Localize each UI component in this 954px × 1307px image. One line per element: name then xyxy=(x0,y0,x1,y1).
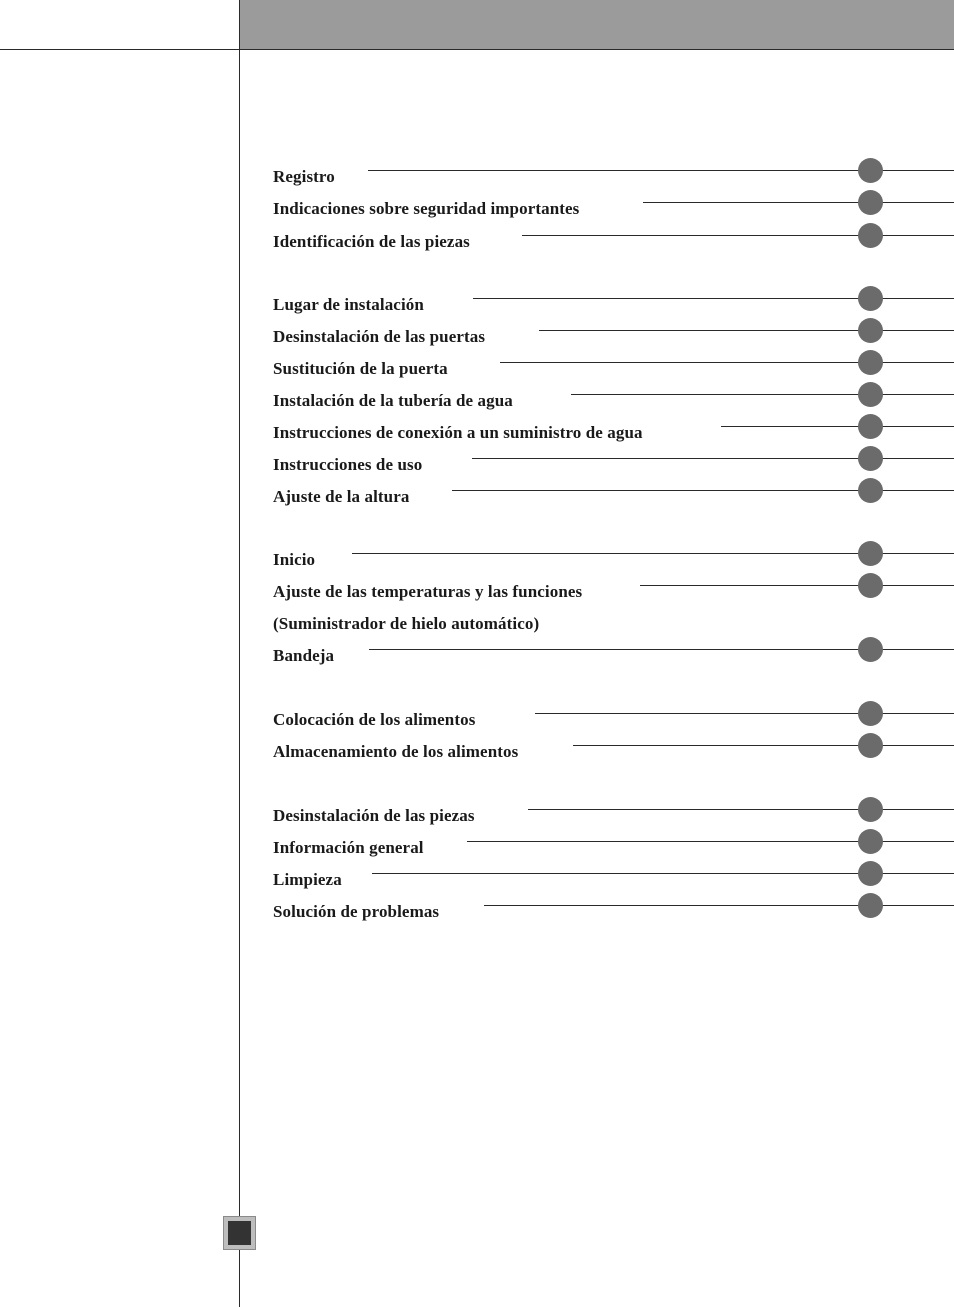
page-dot xyxy=(858,573,883,598)
toc-entry[interactable] xyxy=(273,391,954,419)
toc-entry-label: Inicio xyxy=(273,550,316,569)
leader-line xyxy=(571,394,954,395)
toc-entry-label: Ajuste de las temperaturas y las funciones xyxy=(273,582,583,601)
toc-entry-label: Información general xyxy=(273,838,424,857)
toc-entry-label: Limpieza xyxy=(273,870,342,889)
toc-entry[interactable] xyxy=(273,550,954,578)
page-dot xyxy=(858,414,883,439)
leader-line xyxy=(484,905,954,906)
page-dot xyxy=(858,382,883,407)
toc-entry[interactable] xyxy=(273,167,954,195)
toc-entry[interactable] xyxy=(273,232,954,260)
toc-entry-label: Ajuste de la altura xyxy=(273,487,410,506)
toc-entry-label: (Suministrador de hielo automático) xyxy=(273,614,540,633)
leader-line xyxy=(522,235,954,236)
page-dot xyxy=(858,733,883,758)
toc-entry-label: Desinstalación de las piezas xyxy=(273,806,475,825)
leader-line xyxy=(573,745,954,746)
toc-entry[interactable] xyxy=(273,582,954,610)
toc-entry-label: Desinstalación de las puertas xyxy=(273,327,486,346)
toc-entry-label: Lugar de instalación xyxy=(273,295,424,314)
toc-entry[interactable] xyxy=(273,902,954,930)
toc-entry-label: Instalación de la tubería de agua xyxy=(273,391,513,410)
page-marker-icon xyxy=(223,1216,256,1250)
page-dot xyxy=(858,797,883,822)
page-dot xyxy=(858,318,883,343)
toc-entry[interactable] xyxy=(273,646,954,674)
leader-line xyxy=(500,362,954,363)
leader-line xyxy=(539,330,954,331)
toc-entry-label: Almacenamiento de los alimentos xyxy=(273,742,519,761)
page-dot xyxy=(858,350,883,375)
leader-line xyxy=(535,713,954,714)
toc-entry-label: Solución de problemas xyxy=(273,902,440,921)
leader-line xyxy=(643,202,954,203)
toc-entry[interactable] xyxy=(273,359,954,387)
toc-entry[interactable] xyxy=(273,295,954,323)
header-rule xyxy=(0,49,954,50)
toc-entry[interactable] xyxy=(273,742,954,770)
toc-entry[interactable] xyxy=(273,487,954,515)
toc-entry[interactable] xyxy=(273,455,954,483)
leader-line xyxy=(721,426,954,427)
toc-entry-label: Instrucciones de conexión a un suministro de agua xyxy=(273,423,643,442)
toc-entry[interactable] xyxy=(273,423,954,451)
toc-entry-label: Instrucciones de uso xyxy=(273,455,423,474)
toc-entry-label: Registro xyxy=(273,167,335,186)
page-dot xyxy=(858,637,883,662)
page-dot xyxy=(858,701,883,726)
page-dot xyxy=(858,158,883,183)
page-dot xyxy=(858,286,883,311)
toc-entry-label: Identificación de las piezas xyxy=(273,232,470,251)
page-marker-square xyxy=(228,1221,251,1245)
leader-line xyxy=(640,585,954,586)
toc-entry-label: Indicaciones sobre seguridad importantes xyxy=(273,199,580,218)
page-dot xyxy=(858,541,883,566)
page-dot xyxy=(858,223,883,248)
toc-entry[interactable] xyxy=(273,327,954,355)
page-dot xyxy=(858,893,883,918)
page-dot xyxy=(858,446,883,471)
toc-entry-continuation xyxy=(273,614,954,642)
toc-entry[interactable] xyxy=(273,870,954,898)
leader-line xyxy=(528,809,954,810)
page-dot xyxy=(858,190,883,215)
toc-entry-label: Bandeja xyxy=(273,646,335,665)
toc-entry-label: Sustitución de la puerta xyxy=(273,359,448,378)
toc-entry-label: Colocación de los alimentos xyxy=(273,710,476,729)
toc-entry[interactable] xyxy=(273,806,954,834)
margin-rule xyxy=(239,0,240,1307)
toc-entry[interactable] xyxy=(273,710,954,738)
toc-entry[interactable] xyxy=(273,838,954,866)
page-dot xyxy=(858,861,883,886)
toc-entry[interactable] xyxy=(273,199,954,227)
page-dot xyxy=(858,478,883,503)
header-bar xyxy=(240,0,954,50)
page-dot xyxy=(858,829,883,854)
